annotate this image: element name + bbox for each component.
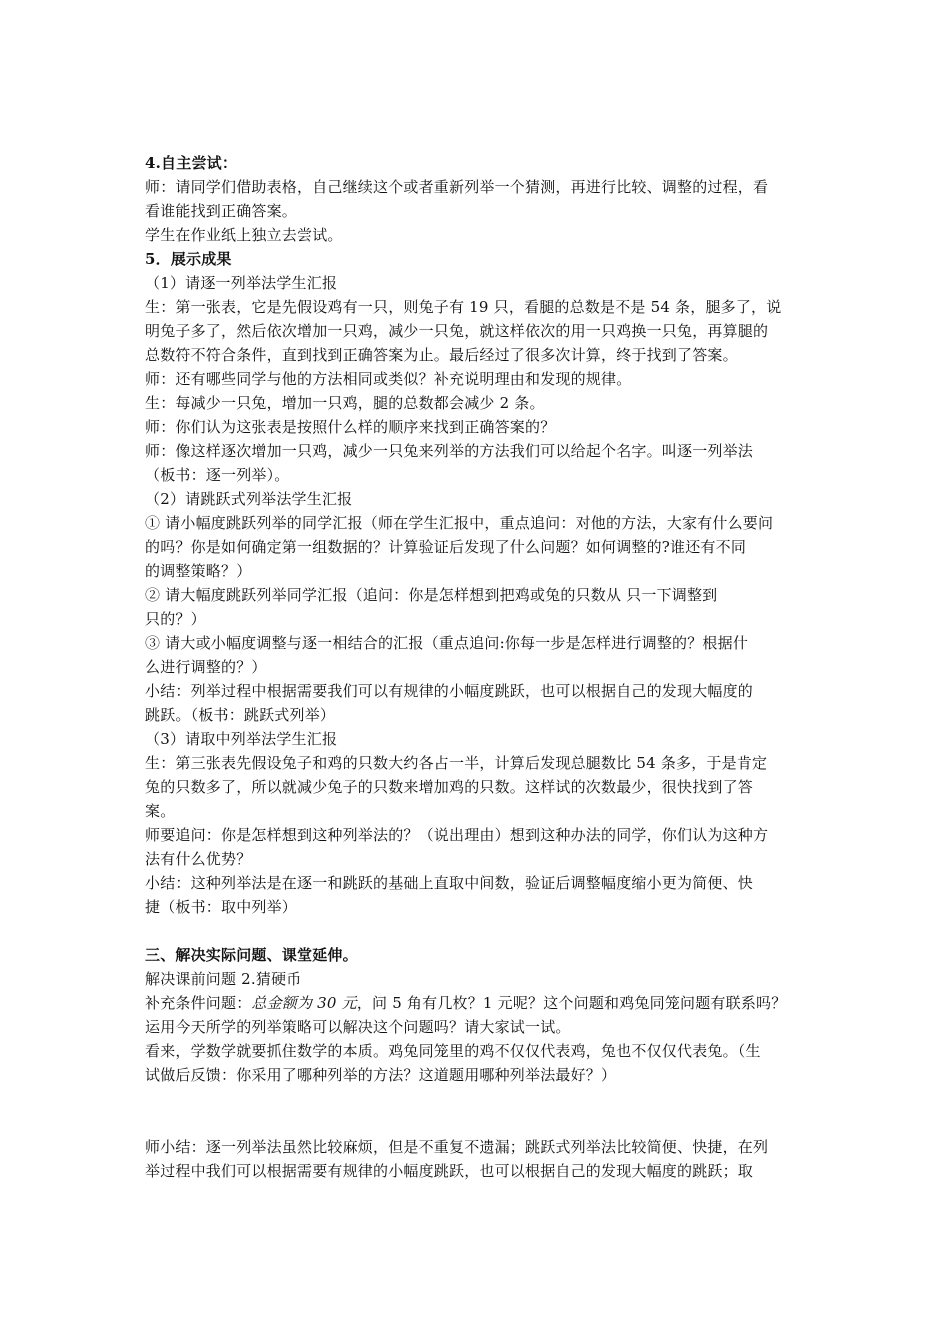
paragraph-line: 解决课前问题 2.猜硬币 [145,970,302,988]
paragraph-line: 法有什么优势？ [145,850,252,868]
paragraph-line: 师：你们认为这张表是按照什么样的顺序来找到正确答案的？ [145,418,556,436]
paragraph-line: ② 请大幅度跳跃列举同学汇报（追问：你是怎样想到把鸡或兔的只数从 只一下调整到 [145,586,718,604]
paragraph-line: 兔的只数多了，所以就减少兔子的只数来增加鸡的只数。这样试的次数最少，很快找到了答 [145,778,754,796]
paragraph-line: 案。 [145,802,176,820]
paragraph-line: 小结：列举过程中根据需要我们可以有规律的小幅度跳跃，也可以根据自己的发现大幅度的 [145,682,754,700]
section-3-heading: 三、解决实际问题、课堂延伸。 [145,946,358,964]
paragraph-line: 小结：这种列举法是在逐一和跳跃的基础上直取中间数，验证后调整幅度缩小更为简便、快 [145,874,754,892]
paragraph-line: 跳跃。（板书：跳跃式列举） [145,706,336,724]
paragraph-line: 生：每减少一只兔，增加一只鸡，腿的总数都会减少 2 条。 [145,394,545,412]
subsection-title: （3）请取中列举法学生汇报 [145,730,338,748]
subsection-title: （1）请逐一列举法学生汇报 [145,274,338,292]
paragraph-line: 师：请同学们借助表格，自己继续这个或者重新列举一个猜测，再进行比较、调整的过程，看 [145,178,769,196]
paragraph-line: 运用今天所学的列举策略可以解决这个问题吗？请大家试一试。 [145,1018,571,1036]
paragraph-line: 师要追问：你是怎样想到这种列举法的？（说出理由）想到这种办法的同学，你们认为这种方 [145,826,769,844]
paragraph-line: 学生在作业纸上独立去尝试。 [145,226,343,244]
paragraph-line: 的吗？你是如何确定第一组数据的？计算验证后发现了什么问题？如何调整的?谁还有不同 [145,538,747,556]
emphasized-condition: 总金额为 30 元 [251,994,357,1012]
paragraph-line-suffix: ，问 5 角有几枚？1 元呢？这个问题和鸡兔同笼问题有联系吗？ [356,994,787,1012]
blank-line [145,919,810,943]
section-5-heading: 5．展示成果 [145,250,232,268]
paragraph-line: 看来，学数学就要抓住数学的本质。鸡兔同笼里的鸡不仅仅代表鸡，兔也不仅仅代表兔。（生 [145,1042,761,1060]
paragraph-line: 生：第三张表先假设兔子和鸡的只数大约各占一半，计算后发现总腿数比 54 条多，于是肯定 [145,754,768,772]
paragraph-line: 么进行调整的？） [145,658,267,676]
paragraph-line: 捷（板书：取中列举） [145,898,298,916]
paragraph-line-prefix: 补充条件问题： [145,994,252,1012]
paragraph-line: 师：还有哪些同学与他的方法相同或类似？补充说明理由和发现的规律。 [145,370,632,388]
paragraph-line: 看谁能找到正确答案。 [145,202,298,220]
paragraph-line: （板书：逐一列举）。 [145,466,290,484]
section-4-heading: 4.自主尝试： [145,154,238,172]
subsection-title: （2）请跳跃式列举法学生汇报 [145,490,353,508]
paragraph-line: 只的？） [145,610,206,628]
paragraph-line: 师：像这样逐次增加一只鸡，减少一只兔来列举的方法我们可以给起个名字。叫逐一列举法 [145,442,754,460]
paragraph-line [145,991,810,1015]
paragraph-line: 试做后反馈：你采用了哪种列举的方法？这道题用哪种列举法最好？） [145,1066,617,1084]
paragraph-line: ③ 请大或小幅度调整与逐一相结合的汇报（重点追问:你每一步是怎样进行调整的？根据什 [145,634,749,652]
blank-lines [145,1087,810,1135]
paragraph-line: 师小结：逐一列举法虽然比较麻烦，但是不重复不遗漏；跳跃式列举法比较简便、快捷，在列 [145,1138,769,1156]
paragraph-line: 的调整策略？） [145,562,252,580]
paragraph-line: 总数符不符合条件，直到找到正确答案为止。最后经过了很多次计算，终于找到了答案。 [145,346,738,364]
paragraph-line: 明兔子多了，然后依次增加一只鸡，减少一只兔，就这样依次的用一只鸡换一只兔，再算腿的 [145,322,769,340]
paragraph-line: 生：第一张表，它是先假设鸡有一只，则兔子有 19 只，看腿的总数是不是 54 条，腿多了，说 [145,298,782,316]
paragraph-line: 举过程中我们可以根据需要有规律的小幅度跳跃，也可以根据自己的发现大幅度的跳跃；取 [145,1162,754,1180]
paragraph-line: ① 请小幅度跳跃列举的同学汇报（师在学生汇报中，重点追问：对他的方法，大家有什么要问 [145,514,774,532]
document-page [145,151,810,1183]
